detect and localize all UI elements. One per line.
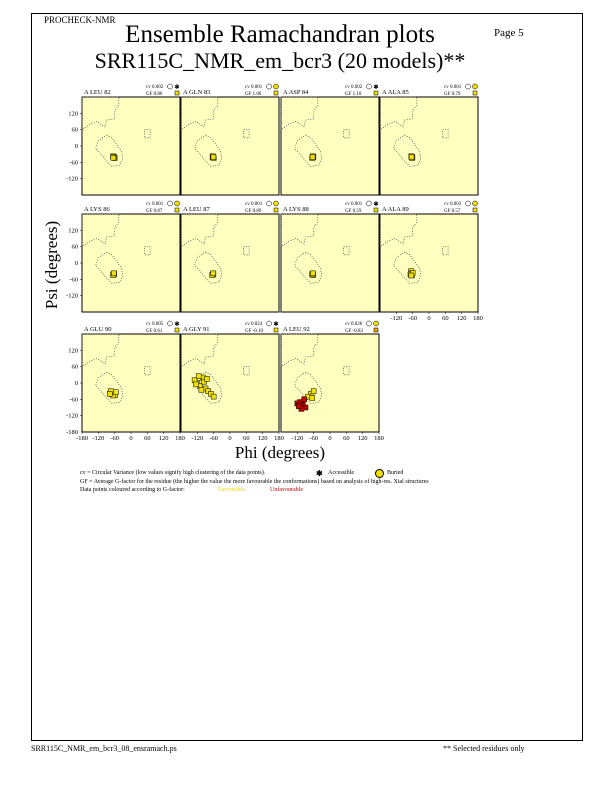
y-tick-label: 120 [68,227,78,235]
accessible-icon: ✱ [316,469,323,478]
gfactor-swatch [473,208,477,212]
x-tick-label: 60 [343,435,350,442]
gf-value: GF 0.57 [444,209,461,214]
data-point [111,155,116,160]
residue-label: A ASP 84 [283,89,309,96]
gfactor-swatch [374,208,378,212]
x-tick-label: -60 [209,435,219,442]
gfactor-swatch [175,208,179,212]
gfactor-swatch [473,91,477,95]
data-point [310,271,315,276]
data-point [409,155,414,160]
gf-value: GF 0.89 [245,209,262,214]
gfactor-swatch [374,91,378,95]
x-tick-label: -180 [76,435,88,442]
y-tick-label: -60 [69,396,78,404]
help-icon [367,84,372,89]
plot-panel [281,214,379,312]
help-icon [367,201,372,206]
gfactor-swatch [274,91,278,95]
x-tick-label: 0 [328,435,332,442]
accessible-icon: ✱ [373,201,379,208]
y-tick-label: 120 [68,110,78,118]
cv-value: cv 0.001 [345,202,363,207]
help-icon [466,84,471,89]
buried-icon [274,84,279,89]
y-tick-label: -60 [69,159,78,167]
x-tick-label: 0 [427,315,431,322]
buried-icon [374,321,379,326]
buried-icon [274,201,279,206]
gfactor-swatch [274,208,278,212]
legend-buried: Buried [387,470,404,476]
cv-value: cv 0.001 [245,85,263,90]
cv-value: cv 0.002 [146,85,164,90]
plot-panel [380,214,478,312]
gfactor-swatch [274,328,278,332]
plot-panel [82,334,180,432]
help-icon [367,321,372,326]
x-tick-label: 180 [274,435,284,442]
cv-value: cv 0.005 [146,322,164,327]
gf-value: GF 0.87 [146,209,163,214]
plot-panel [281,97,379,195]
data-point [204,376,209,381]
accessible-icon: ✱ [373,84,379,91]
x-axis-label: Phi (degrees) [234,443,326,462]
legend-accessible: Accessible [328,470,354,476]
residue-label: A GLN 83 [183,89,211,96]
y-tick-label: -180 [66,429,78,436]
help-icon [168,201,173,206]
gf-value: GF 1.10 [345,92,362,97]
data-point [111,271,116,276]
residue-label: A LYS 86 [84,206,110,213]
x-tick-label: -60 [408,315,418,322]
data-point [193,382,198,387]
data-point [296,404,301,409]
plot-panel [82,214,180,312]
data-point [107,391,112,396]
page-subtitle: SRR115C_NMR_em_bcr3 (20 models)** [94,48,466,73]
residue-label: A GLY 91 [183,326,210,333]
data-point [211,155,216,160]
y-tick-label: -120 [66,412,78,420]
help-icon [466,201,471,206]
plot-panel [281,334,379,432]
x-tick-label: 120 [158,435,169,442]
buried-icon [375,469,384,478]
help-icon [267,201,272,206]
gf-value: GF -0.83 [345,329,364,334]
program-name: PROCHECK-NMR [44,15,116,25]
x-tick-label: -120 [92,435,105,442]
legend-favourable: Favourable [218,487,245,493]
legend-cv-note: cv = Circular Variance (low values signify high clustering of the data points). [80,470,266,476]
residue-label: A LEU 82 [84,89,111,96]
gf-value: GF 0.79 [444,92,461,97]
cv-value: cv 0.024 [245,322,263,327]
residue-label: A ALA 89 [382,206,409,213]
cv-value: cv 0.002 [345,85,363,90]
page-title: Ensemble Ramachandran plots [125,21,435,48]
data-point [310,155,315,160]
help-icon [267,321,272,326]
help-icon [168,321,173,326]
x-tick-label: 180 [374,435,384,442]
footer-note: ** Selected residues only [443,744,525,753]
gfactor-swatch [374,328,378,332]
accessible-icon: ✱ [174,84,180,91]
x-tick-label: -120 [191,435,204,442]
y-tick-label: -60 [69,276,78,284]
cv-value: cv 0.001 [444,85,462,90]
accessible-icon: ✱ [273,321,279,328]
buried-icon [473,84,478,89]
cv-value: cv 0.001 [245,202,263,207]
x-tick-label: 60 [243,435,250,442]
gf-value: GF -0.10 [245,329,264,334]
data-point [211,394,216,399]
plot-panel [181,214,279,312]
help-icon [168,84,173,89]
x-tick-label: -120 [390,315,403,322]
data-point [310,395,315,400]
x-tick-label: 0 [129,435,133,442]
data-point [211,271,216,276]
cv-value: cv 0.026 [345,322,363,327]
residue-label: A LYS 88 [283,206,309,213]
legend-unfavourable: Unfavourable [270,487,303,493]
x-tick-label: -120 [291,435,304,442]
footer-filename: SRR115C_NMR_em_bcr3_08_ensramach.ps [31,744,177,753]
plot-panel [82,97,180,195]
y-tick-label: 0 [74,380,78,387]
y-tick-label: 0 [74,143,78,150]
plot-panel [380,97,478,195]
x-tick-label: -60 [110,435,120,442]
buried-icon [473,201,478,206]
data-point [113,390,118,395]
data-point [302,397,307,402]
y-tick-label: 120 [68,347,78,355]
legend-colour-note: Data points coloured according to G-factor: [80,487,185,493]
y-tick-label: 60 [71,126,78,134]
x-tick-label: 60 [144,435,151,442]
gf-value: GF 1.06 [245,92,262,97]
gfactor-swatch [175,328,179,332]
y-tick-label: 0 [74,260,78,267]
x-tick-label: -60 [309,435,319,442]
buried-icon [175,201,180,206]
x-tick-label: 60 [442,315,449,322]
data-point [311,389,316,394]
y-tick-label: -120 [66,292,78,300]
gfactor-swatch [175,91,179,95]
residue-label: A LEU 92 [283,326,310,333]
plot-panel [181,97,279,195]
legend-gf-note: GF = Average G-factor for the residue (the higher the value the more favourable the conformations) based on analysis of high-res. Xtal structures [80,479,429,485]
data-point [409,273,414,278]
data-point [199,387,204,392]
y-axis-label: Psi (degrees) [42,220,61,310]
help-icon [267,84,272,89]
gf-value: GF 0.59 [345,209,362,214]
residue-label: A GLU 90 [84,326,112,333]
cv-value: cv 0.001 [146,202,164,207]
x-tick-label: 180 [175,435,185,442]
residue-label: A ALA 85 [382,89,409,96]
y-tick-label: -120 [66,175,78,183]
gf-value: GF 0.61 [146,329,163,334]
cv-value: cv 0.003 [444,202,462,207]
y-tick-label: 60 [71,243,78,251]
residue-label: A LEU 87 [183,206,210,213]
x-tick-label: 180 [473,315,483,322]
gf-value: GF 0.80 [146,92,163,97]
x-tick-label: 120 [357,435,368,442]
accessible-icon: ✱ [174,321,180,328]
page-number: Page 5 [494,27,524,39]
y-tick-label: 60 [71,363,78,371]
x-tick-label: 120 [456,315,467,322]
data-point [196,374,201,379]
x-tick-label: 0 [228,435,232,442]
x-tick-label: 120 [257,435,268,442]
